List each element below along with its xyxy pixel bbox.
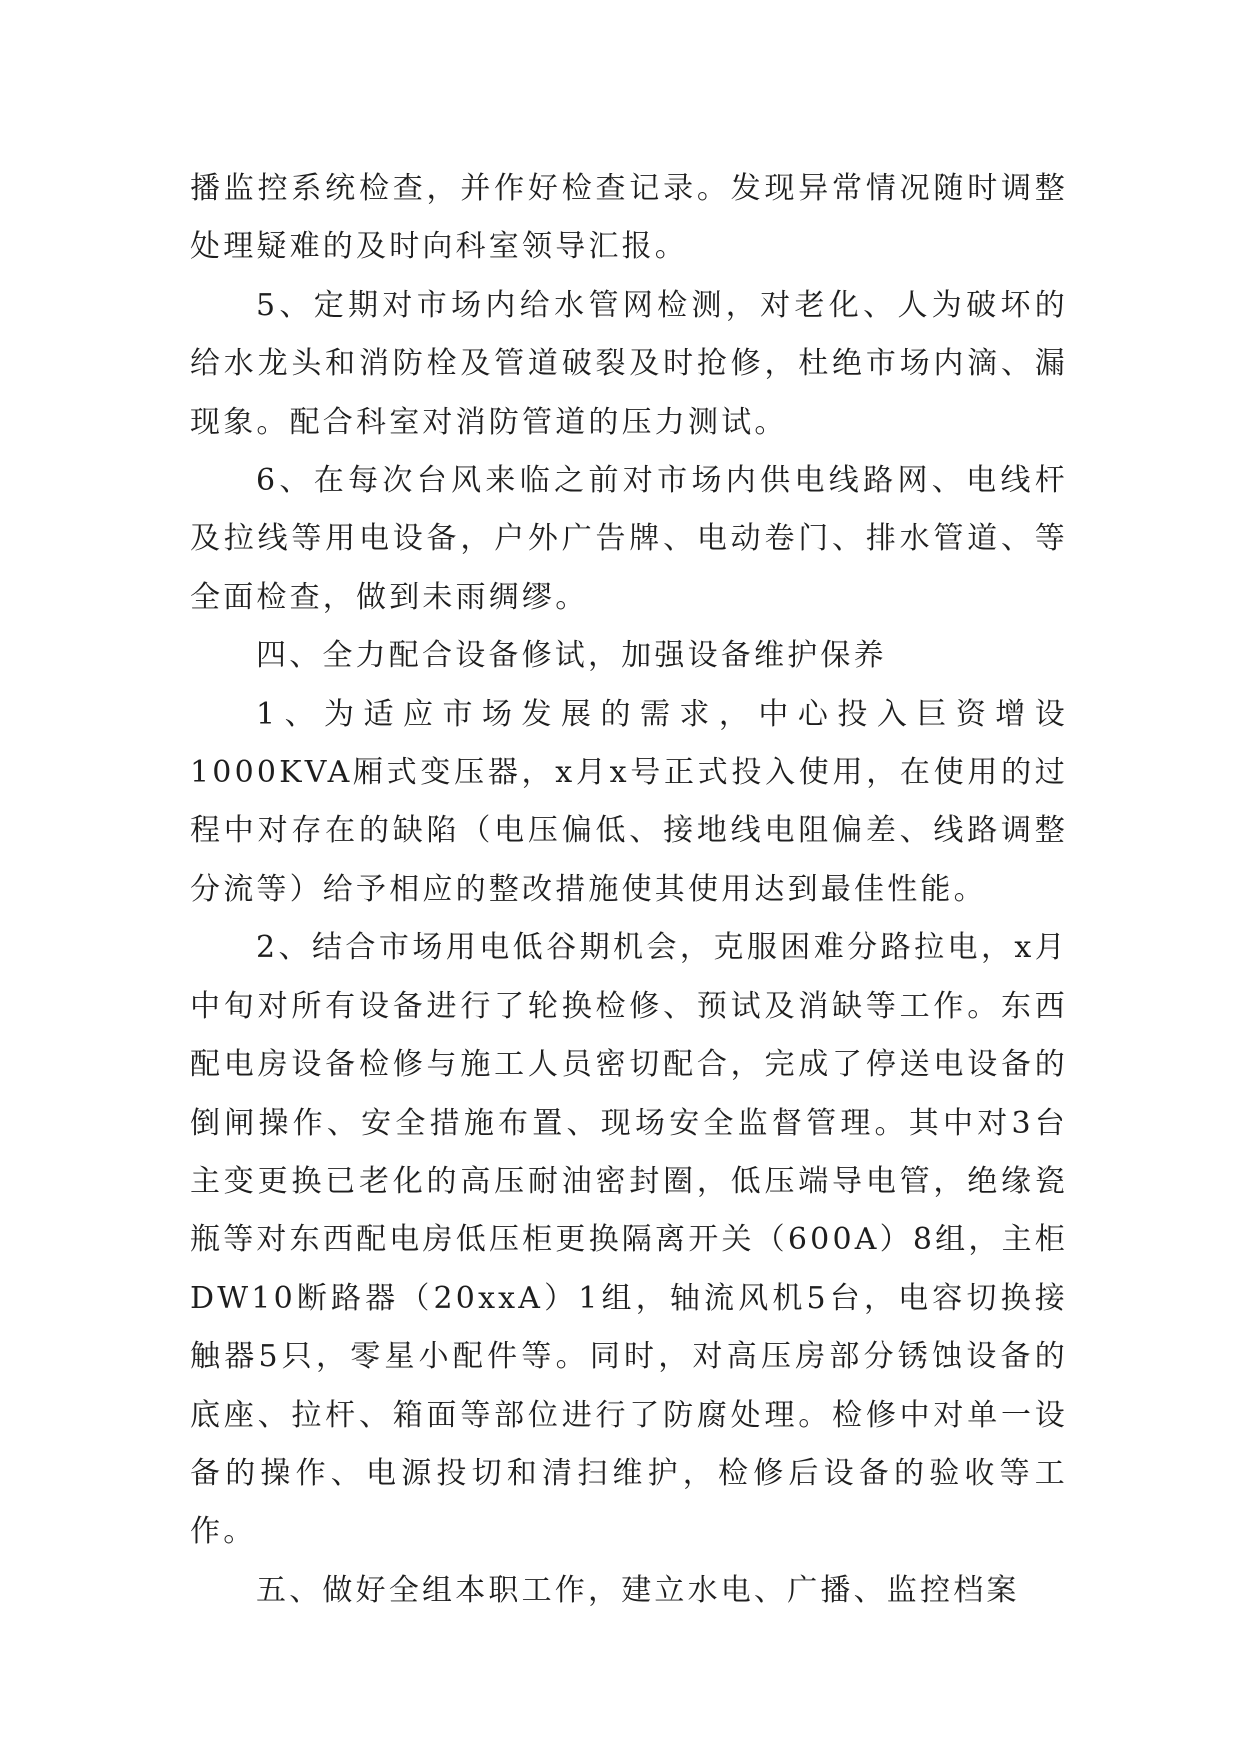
paragraph-item-5: 5、定期对市场内给水管网检测，对老化、人为破坏的给水龙头和消防栓及管道破裂及时抢修，杜绝市场内滴、漏现象。配合科室对消防管道的压力测试。 — [190, 287, 1068, 440]
section-heading-5: 五、做好全组本职工作，建立水电、广播、监控档案 — [256, 1572, 1020, 1608]
paragraph-item-1: 1、为适应市场发展的需求，中心投入巨资增设1000KVA厢式变压器，x月x号正式投入使用，在使用的过程中对存在的缺陷（电压偏低、接地线电阻偏差、线路调整分流等）给予相应的整改措施使其使用达到最佳性能。 — [190, 696, 1068, 907]
paragraph-item-6: 6、在每次台风来临之前对市场内供电线路网、电线杆及拉线等用电设备，户外广告牌、电动卷门、排水管道、等全面检查，做到未雨绸缪。 — [190, 463, 1068, 615]
document-body — [190, 160, 1068, 1620]
paragraph-item-2: 2、结合市场用电低谷期机会，克服困难分路拉电，x月中旬对所有设备进行了轮换检修、预试及消缺等工作。东西配电房设备检修与施工人员密切配合，完成了停送电设备的倒闸操作、安全措施布置、现场安全监督管理。其中对3台主变更换已老化的高压耐油密封圈，低压端导电管，绝缘瓷瓶等对东西配电房低压柜更换隔离开关（600A）8组，主柜DW10断路器（20xxA）1组，轴流风机5台，电容切换接触器5只，零星小配件等。同时，对高压房部分锈蚀设备的底座、拉杆、箱面等部位进行了防腐处理。检修中对单一设备的操作、电源投切和清扫维护，检修后设备的验收等工作。 — [190, 930, 1068, 1550]
section-heading-4: 四、全力配合设备修试，加强设备维护保养 — [256, 638, 887, 674]
paragraph-continuation: 播监控系统检查，并作好检查记录。发现异常情况随时调整处理疑难的及时向科室领导汇报。 — [190, 171, 1068, 265]
